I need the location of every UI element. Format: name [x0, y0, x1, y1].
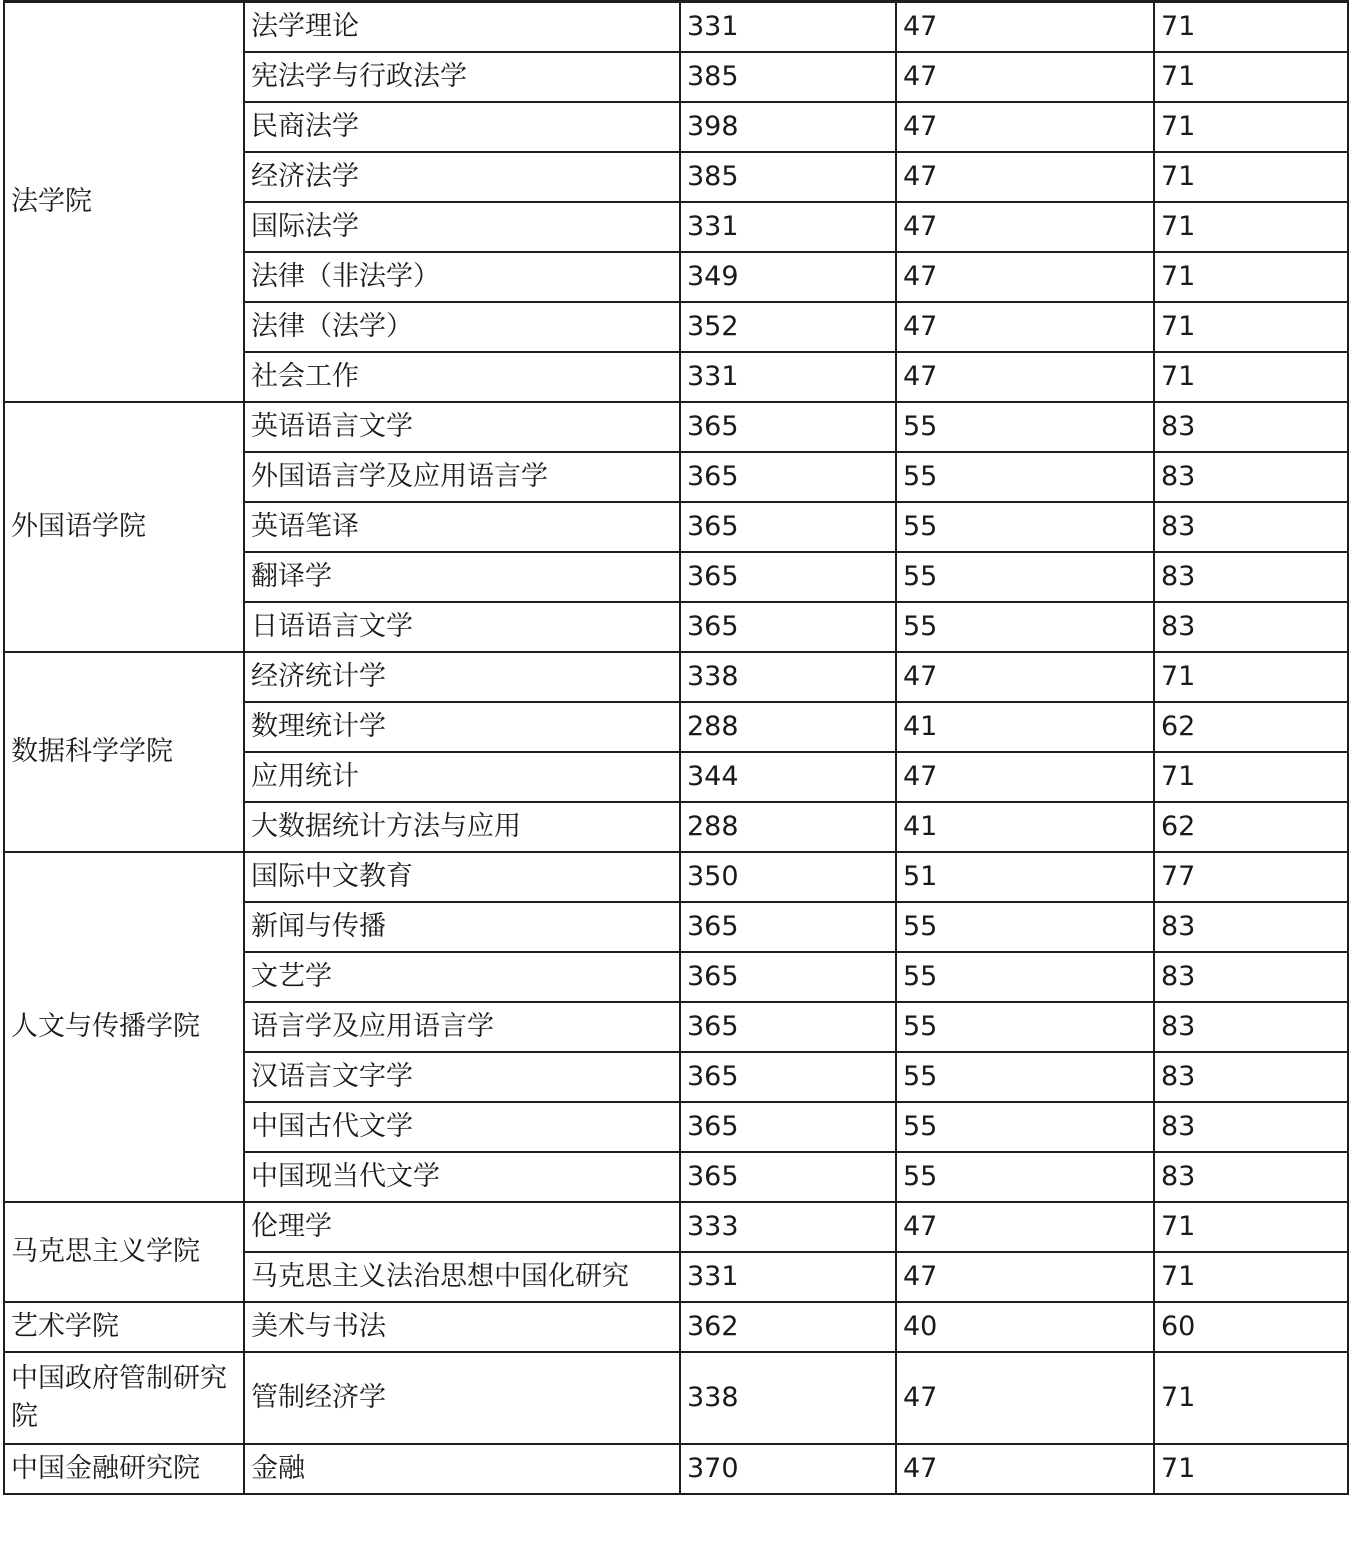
table-row — [4, 402, 1348, 452]
total-score-cell: 365 — [680, 902, 896, 952]
subject-score-100-cell: 55 — [896, 1052, 1154, 1102]
college-cell: 法学院 — [4, 2, 244, 403]
subject-score-100-cell: 51 — [896, 852, 1154, 902]
major-cell: 民商法学 — [244, 102, 680, 152]
total-score-cell: 350 — [680, 852, 896, 902]
total-score-cell: 365 — [680, 402, 896, 452]
major-cell: 社会工作 — [244, 352, 680, 402]
major-cell: 法学理论 — [244, 2, 680, 53]
major-cell: 英语笔译 — [244, 502, 680, 552]
major-cell: 大数据统计方法与应用 — [244, 802, 680, 852]
score-table — [3, 0, 1349, 1495]
subject-score-150-cell: 83 — [1154, 602, 1348, 652]
major-cell: 宪法学与行政法学 — [244, 52, 680, 102]
subject-score-100-cell: 55 — [896, 1002, 1154, 1052]
subject-score-150-cell: 83 — [1154, 952, 1348, 1002]
subject-score-100-cell: 47 — [896, 102, 1154, 152]
major-cell: 英语语言文学 — [244, 402, 680, 452]
subject-score-150-cell: 71 — [1154, 2, 1348, 53]
subject-score-100-cell: 47 — [896, 2, 1154, 53]
table-row — [4, 1302, 1348, 1352]
major-cell: 日语语言文学 — [244, 602, 680, 652]
subject-score-100-cell: 47 — [896, 252, 1154, 302]
major-cell: 汉语言文字学 — [244, 1052, 680, 1102]
subject-score-150-cell: 71 — [1154, 1202, 1348, 1252]
total-score-cell: 288 — [680, 702, 896, 752]
table-row — [4, 652, 1348, 702]
total-score-cell: 349 — [680, 252, 896, 302]
college-cell: 数据科学学院 — [4, 652, 244, 852]
subject-score-100-cell: 40 — [896, 1302, 1154, 1352]
total-score-cell: 365 — [680, 952, 896, 1002]
major-cell: 中国现当代文学 — [244, 1152, 680, 1202]
subject-score-150-cell: 62 — [1154, 802, 1348, 852]
total-score-cell: 385 — [680, 52, 896, 102]
major-cell: 新闻与传播 — [244, 902, 680, 952]
subject-score-100-cell: 55 — [896, 1102, 1154, 1152]
major-cell: 文艺学 — [244, 952, 680, 1002]
subject-score-150-cell: 83 — [1154, 502, 1348, 552]
subject-score-100-cell: 47 — [896, 52, 1154, 102]
subject-score-150-cell: 71 — [1154, 1352, 1348, 1444]
subject-score-100-cell: 41 — [896, 802, 1154, 852]
subject-score-100-cell: 47 — [896, 1252, 1154, 1302]
total-score-cell: 338 — [680, 652, 896, 702]
major-cell: 马克思主义法治思想中国化研究 — [244, 1252, 680, 1302]
subject-score-150-cell: 83 — [1154, 902, 1348, 952]
subject-score-150-cell: 83 — [1154, 1052, 1348, 1102]
table-row — [4, 852, 1348, 902]
major-cell: 国际中文教育 — [244, 852, 680, 902]
subject-score-100-cell: 55 — [896, 452, 1154, 502]
total-score-cell: 398 — [680, 102, 896, 152]
subject-score-150-cell: 71 — [1154, 1444, 1348, 1494]
table-row — [4, 1444, 1348, 1494]
subject-score-150-cell: 71 — [1154, 302, 1348, 352]
subject-score-150-cell: 83 — [1154, 452, 1348, 502]
total-score-cell: 288 — [680, 802, 896, 852]
major-cell: 法律（法学） — [244, 302, 680, 352]
total-score-cell: 331 — [680, 2, 896, 53]
subject-score-100-cell: 47 — [896, 152, 1154, 202]
subject-score-100-cell: 47 — [896, 752, 1154, 802]
subject-score-150-cell: 71 — [1154, 1252, 1348, 1302]
total-score-cell: 365 — [680, 1002, 896, 1052]
college-cell: 艺术学院 — [4, 1302, 244, 1352]
college-cell: 中国金融研究院 — [4, 1444, 244, 1494]
subject-score-150-cell: 62 — [1154, 702, 1348, 752]
subject-score-100-cell: 55 — [896, 502, 1154, 552]
subject-score-100-cell: 55 — [896, 1152, 1154, 1202]
college-cell: 外国语学院 — [4, 402, 244, 652]
college-cell: 马克思主义学院 — [4, 1202, 244, 1302]
subject-score-100-cell: 55 — [896, 602, 1154, 652]
subject-score-150-cell: 71 — [1154, 102, 1348, 152]
subject-score-150-cell: 83 — [1154, 402, 1348, 452]
subject-score-100-cell: 47 — [896, 202, 1154, 252]
major-cell: 翻译学 — [244, 552, 680, 602]
major-cell: 金融 — [244, 1444, 680, 1494]
total-score-cell: 338 — [680, 1352, 896, 1444]
major-cell: 经济法学 — [244, 152, 680, 202]
subject-score-150-cell: 77 — [1154, 852, 1348, 902]
table-row — [4, 1352, 1348, 1444]
total-score-cell: 344 — [680, 752, 896, 802]
subject-score-150-cell: 71 — [1154, 352, 1348, 402]
major-cell: 经济统计学 — [244, 652, 680, 702]
college-cell: 中国政府管制研究院 — [4, 1352, 244, 1444]
subject-score-150-cell: 71 — [1154, 652, 1348, 702]
score-table-body — [4, 2, 1348, 1495]
total-score-cell: 331 — [680, 1252, 896, 1302]
subject-score-150-cell: 83 — [1154, 1102, 1348, 1152]
total-score-cell: 370 — [680, 1444, 896, 1494]
subject-score-100-cell: 55 — [896, 902, 1154, 952]
total-score-cell: 365 — [680, 602, 896, 652]
total-score-cell: 352 — [680, 302, 896, 352]
subject-score-150-cell: 71 — [1154, 52, 1348, 102]
subject-score-100-cell: 47 — [896, 1202, 1154, 1252]
subject-score-150-cell: 60 — [1154, 1302, 1348, 1352]
subject-score-100-cell: 41 — [896, 702, 1154, 752]
total-score-cell: 365 — [680, 1152, 896, 1202]
major-cell: 伦理学 — [244, 1202, 680, 1252]
subject-score-150-cell: 71 — [1154, 252, 1348, 302]
major-cell: 语言学及应用语言学 — [244, 1002, 680, 1052]
major-cell: 管制经济学 — [244, 1352, 680, 1444]
total-score-cell: 365 — [680, 552, 896, 602]
major-cell: 国际法学 — [244, 202, 680, 252]
major-cell: 美术与书法 — [244, 1302, 680, 1352]
total-score-cell: 333 — [680, 1202, 896, 1252]
subject-score-100-cell: 47 — [896, 1444, 1154, 1494]
subject-score-100-cell: 47 — [896, 652, 1154, 702]
subject-score-100-cell: 55 — [896, 402, 1154, 452]
subject-score-150-cell: 83 — [1154, 552, 1348, 602]
total-score-cell: 331 — [680, 352, 896, 402]
total-score-cell: 385 — [680, 152, 896, 202]
table-row — [4, 2, 1348, 53]
major-cell: 应用统计 — [244, 752, 680, 802]
subject-score-100-cell: 47 — [896, 302, 1154, 352]
total-score-cell: 362 — [680, 1302, 896, 1352]
major-cell: 法律（非法学） — [244, 252, 680, 302]
subject-score-100-cell: 55 — [896, 552, 1154, 602]
subject-score-150-cell: 71 — [1154, 152, 1348, 202]
major-cell: 数理统计学 — [244, 702, 680, 752]
major-cell: 外国语言学及应用语言学 — [244, 452, 680, 502]
subject-score-100-cell: 47 — [896, 1352, 1154, 1444]
subject-score-150-cell: 71 — [1154, 752, 1348, 802]
total-score-cell: 365 — [680, 502, 896, 552]
major-cell: 中国古代文学 — [244, 1102, 680, 1152]
subject-score-100-cell: 55 — [896, 952, 1154, 1002]
subject-score-100-cell: 47 — [896, 352, 1154, 402]
subject-score-150-cell: 83 — [1154, 1002, 1348, 1052]
total-score-cell: 365 — [680, 1052, 896, 1102]
total-score-cell: 331 — [680, 202, 896, 252]
total-score-cell: 365 — [680, 452, 896, 502]
subject-score-150-cell: 83 — [1154, 1152, 1348, 1202]
table-row — [4, 1202, 1348, 1252]
subject-score-150-cell: 71 — [1154, 202, 1348, 252]
total-score-cell: 365 — [680, 1102, 896, 1152]
college-cell: 人文与传播学院 — [4, 852, 244, 1202]
